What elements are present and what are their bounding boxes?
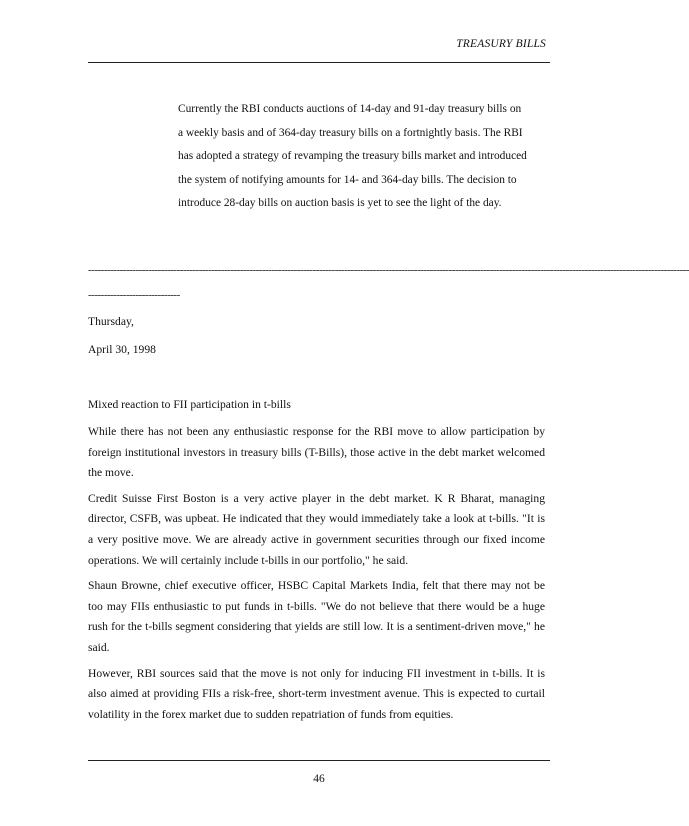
body-paragraph: However, RBI sources said that the move is not only for inducing FII investment in t-bills. It is also aimed at providing FIIs a risk-free, short-term investment avenue. This is expected to curtail volatility in the forex market due to sudden repatriation of funds from equities. <box>88 666 545 721</box>
intro-paragraph <box>178 98 550 216</box>
header-rule <box>88 62 550 63</box>
article-day: Thursday, <box>88 315 134 328</box>
article-body <box>88 422 545 730</box>
dashed-separator-continuation: ----------------------------- <box>88 289 180 301</box>
running-header: TREASURY BILLS <box>456 38 546 50</box>
dashed-separator: ---------------------------------------------------------------------------------------------------------------------------------------------------------------------------------------------- <box>88 264 689 276</box>
intro-line: has adopted a strategy of revamping the treasury bills market and introduced <box>178 150 527 162</box>
intro-line: a weekly basis and of 364-day treasury bills on a fortnightly basis. The RBI <box>178 126 523 139</box>
intro-line: the system of notifying amounts for 14- and 364-day bills. The decision to <box>178 173 517 186</box>
intro-line: introduce 28-day bills on auction basis is yet to see the light of the day. <box>178 197 502 209</box>
body-paragraph: Shaun Browne, chief executive officer, HSBC Capital Markets India, felt that there may not be too may FIIs enthusiastic to put funds in t-bills. "We do not believe that there would be a huge rush for the t-bills segment considering that yields are still low. It is a sentiment-driven move," he said. <box>88 579 545 654</box>
page-number: 46 <box>313 773 325 785</box>
body-paragraph: While there has not been any enthusiastic response for the RBI move to allow participation by foreign institutional investors in treasury bills (T-Bills), those active in the debt market welcomed the move. <box>88 425 545 480</box>
article-date: April 30, 1998 <box>88 343 156 356</box>
footer-rule <box>88 760 550 761</box>
intro-line: Currently the RBI conducts auctions of 14-day and 91-day treasury bills on <box>178 103 522 115</box>
body-paragraph: Credit Suisse First Boston is a very active player in the debt market. K R Bharat, managing director, CSFB, was upbeat. He indicated that they would immediately take a look at t-bills. "It is a very positive move. We are already active in government securities through our fixed income operations. We will certainly include t-bills in our portfolio," he said. <box>88 491 545 567</box>
article-headline: Mixed reaction to FII participation in t-bills <box>88 398 291 411</box>
